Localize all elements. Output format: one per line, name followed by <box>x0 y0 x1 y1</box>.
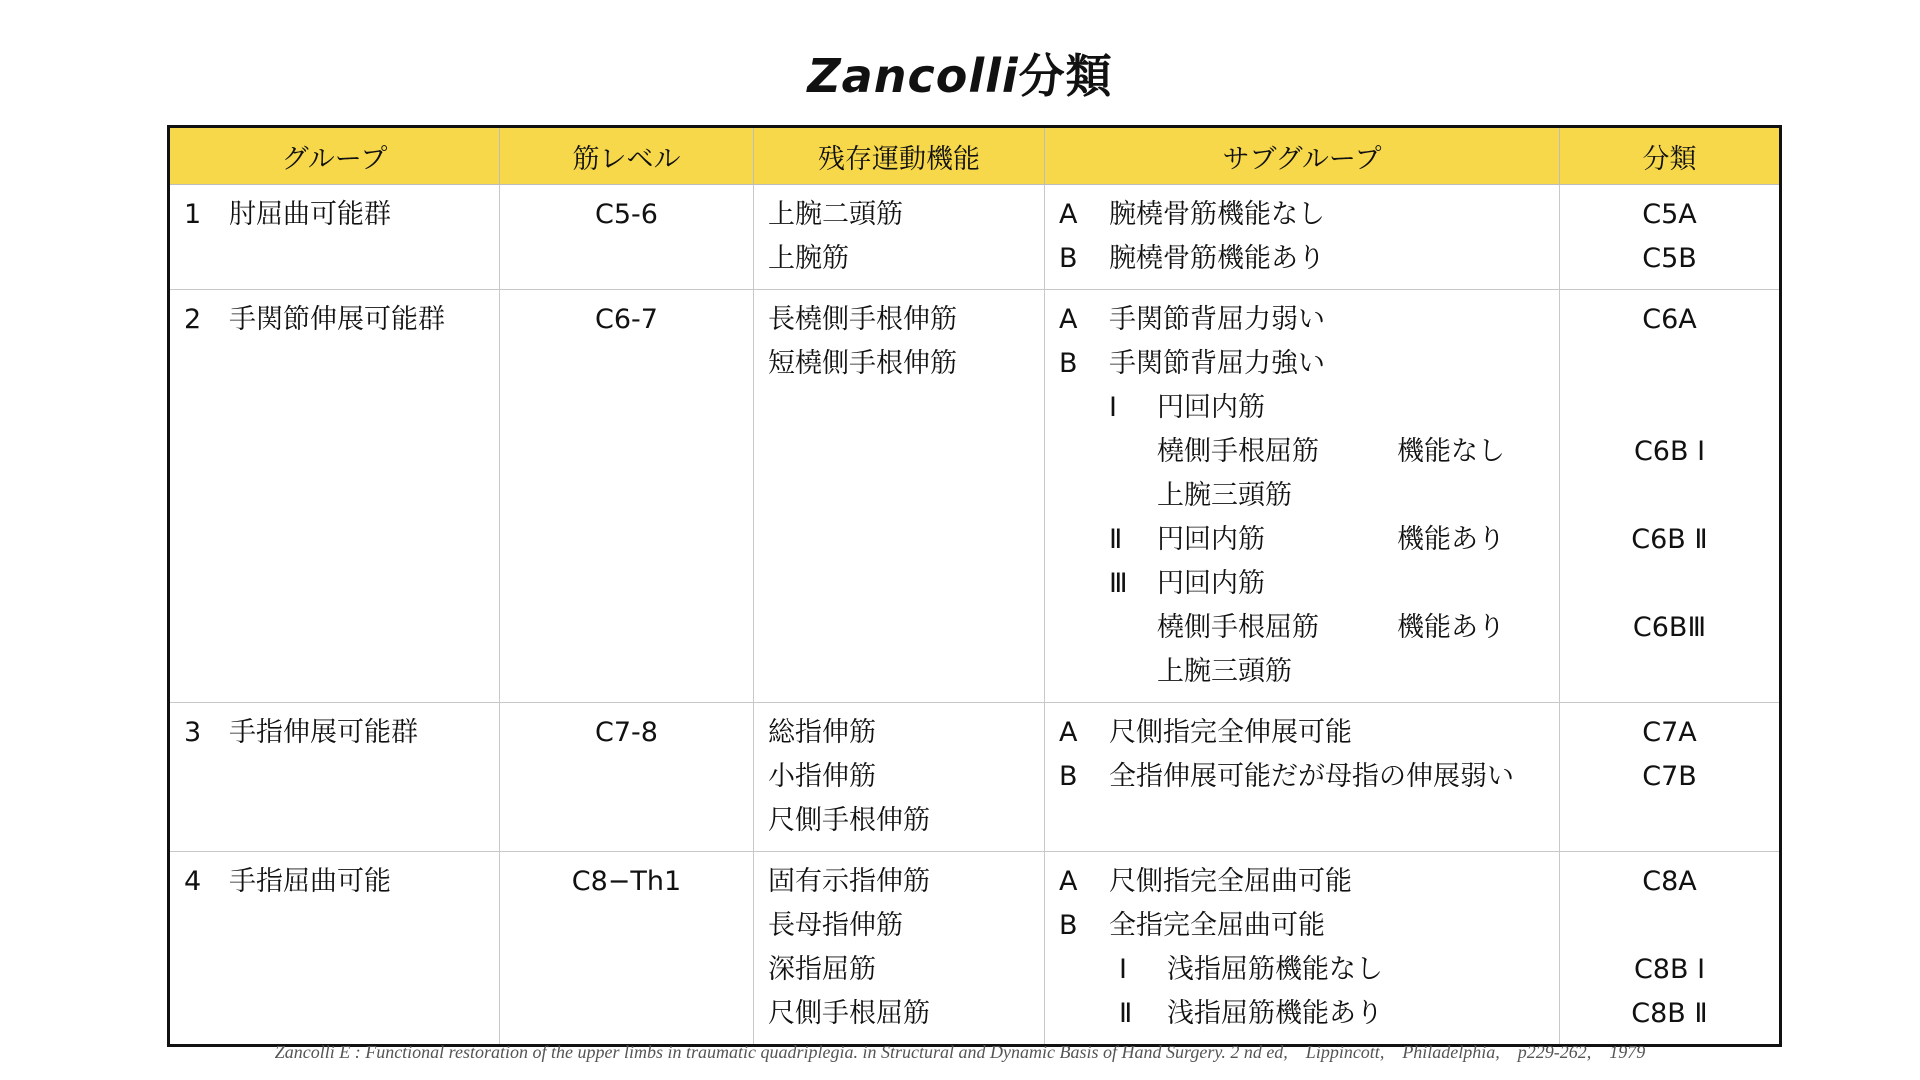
header-group: グループ <box>169 127 500 185</box>
subgroup-text: 円回内筋 <box>1157 392 1265 423</box>
subgroup-line <box>1059 860 1545 904</box>
subgroup-line <box>1059 904 1545 948</box>
subgroup-mark: B <box>1059 243 1078 274</box>
class-item: C8B Ⅱ <box>1631 998 1708 1029</box>
subgroup-text: 橈側手根屈筋 <box>1157 612 1319 643</box>
subgroup-mark: A <box>1059 866 1078 897</box>
subgroup-line <box>1059 193 1545 237</box>
subgroup-function: 機能なし <box>1397 436 1505 467</box>
subgroup-text: 手関節背屈力強い <box>1109 348 1325 379</box>
level-cell: C6-7 <box>500 290 754 703</box>
subgroup-text: 円回内筋 <box>1157 568 1265 599</box>
group-name: 手指伸展可能群 <box>229 717 418 748</box>
subgroup-cell <box>1045 185 1560 290</box>
header-subgroup: サブグループ <box>1045 127 1560 185</box>
subgroup-line <box>1059 992 1545 1036</box>
subgroup-line <box>1059 948 1545 992</box>
subgroup-text: 橈側手根屈筋 <box>1157 436 1319 467</box>
muscle-item: 長母指伸筋 <box>768 910 903 941</box>
group-number: 4 <box>184 866 202 897</box>
subgroup-text: 腕橈骨筋機能なし <box>1109 199 1325 230</box>
class-cell <box>1560 703 1781 852</box>
subgroup-text: 手関節背屈力弱い <box>1109 304 1325 335</box>
muscle-item: 固有示指伸筋 <box>768 866 930 897</box>
subgroup-mark: B <box>1059 348 1078 379</box>
muscle-item: 小指伸筋 <box>768 761 876 792</box>
group-cell <box>169 290 500 703</box>
subgroup-mark: Ⅱ <box>1109 524 1123 555</box>
class-item <box>1574 386 1765 430</box>
muscle-item: 尺側手根伸筋 <box>768 805 930 836</box>
class-cell <box>1560 290 1781 703</box>
header-class: 分類 <box>1560 127 1781 185</box>
subgroup-function: 機能あり <box>1397 524 1505 555</box>
subgroup-text: 上腕三頭筋 <box>1157 480 1292 511</box>
class-item: C6A <box>1642 304 1697 335</box>
subgroup-mark: Ⅲ <box>1109 568 1128 599</box>
subgroup-cell <box>1045 703 1560 852</box>
group-name: 手指屈曲可能 <box>229 866 391 897</box>
subgroup-mark: B <box>1059 761 1078 792</box>
group-name: 肘屈曲可能群 <box>229 199 391 230</box>
group-cell <box>169 703 500 852</box>
table-row <box>169 852 1781 1046</box>
subgroup-text: 浅指屈筋機能あり <box>1167 998 1383 1029</box>
subgroup-mark <box>1109 606 1157 650</box>
subgroup-mark: Ⅱ <box>1119 998 1133 1029</box>
muscle-cell <box>754 852 1045 1046</box>
level-cell: C8−Th1 <box>500 852 754 1046</box>
muscle-item: 総指伸筋 <box>768 717 876 748</box>
subgroup-line <box>1059 755 1545 799</box>
group-cell <box>169 185 500 290</box>
subgroup-line <box>1059 474 1545 518</box>
subgroup-text: 全指完全屈曲可能 <box>1109 910 1325 941</box>
class-item <box>1574 562 1765 606</box>
subgroup-line <box>1059 518 1545 562</box>
muscle-cell <box>754 703 1045 852</box>
class-item <box>1574 342 1765 386</box>
subgroup-mark: A <box>1059 199 1078 230</box>
muscle-cell <box>754 185 1045 290</box>
subgroup-mark <box>1109 474 1157 518</box>
subgroup-text: 全指伸展可能だが母指の伸展弱い <box>1109 761 1514 792</box>
subgroup-line <box>1059 386 1545 430</box>
subgroup-text: 尺側指完全伸展可能 <box>1109 717 1352 748</box>
class-item <box>1574 474 1765 518</box>
class-item: C6BⅢ <box>1632 612 1707 643</box>
subgroup-line <box>1059 430 1545 474</box>
subgroup-mark: Ⅰ <box>1119 954 1127 985</box>
class-item <box>1574 904 1765 948</box>
subgroup-line <box>1059 298 1545 342</box>
class-cell <box>1560 852 1781 1046</box>
class-item <box>1574 650 1765 694</box>
subgroup-mark: A <box>1059 717 1078 748</box>
subgroup-line <box>1059 606 1545 650</box>
muscle-item: 尺側手根屈筋 <box>768 998 930 1029</box>
subgroup-text: 浅指屈筋機能なし <box>1167 954 1383 985</box>
subgroup-cell <box>1045 852 1560 1046</box>
class-cell <box>1560 185 1781 290</box>
subgroup-line <box>1059 342 1545 386</box>
subgroup-mark: Ⅰ <box>1109 392 1117 423</box>
subgroup-cell <box>1045 290 1560 703</box>
muscle-item: 上腕二頭筋 <box>768 199 903 230</box>
subgroup-line <box>1059 562 1545 606</box>
subgroup-mark: B <box>1059 910 1078 941</box>
subgroup-mark <box>1109 650 1157 694</box>
class-item: C8A <box>1642 866 1697 897</box>
subgroup-text: 円回内筋 <box>1157 524 1265 555</box>
zancolli-table <box>167 125 1782 1047</box>
subgroup-text: 上腕三頭筋 <box>1157 656 1292 687</box>
level-cell: C7-8 <box>500 703 754 852</box>
group-cell <box>169 852 500 1046</box>
group-number: 1 <box>184 199 202 230</box>
group-name: 手関節伸展可能群 <box>229 304 445 335</box>
class-item: C6B Ⅰ <box>1633 436 1706 467</box>
header-row <box>169 127 1781 185</box>
subgroup-mark <box>1109 430 1157 474</box>
muscle-item: 長橈側手根伸筋 <box>768 304 957 335</box>
subgroup-line <box>1059 650 1545 694</box>
header-level: 筋レベル <box>500 127 754 185</box>
class-item: C8B Ⅰ <box>1633 954 1706 985</box>
subgroup-line <box>1059 711 1545 755</box>
subgroup-line <box>1059 237 1545 281</box>
muscle-item: 深指屈筋 <box>768 954 876 985</box>
subgroup-text: 腕橈骨筋機能あり <box>1109 243 1325 274</box>
muscle-cell <box>754 290 1045 703</box>
subgroup-mark: A <box>1059 304 1078 335</box>
title-jp: 分類 <box>1018 49 1113 103</box>
class-item: C7A <box>1642 717 1697 748</box>
header-function: 残存運動機能 <box>754 127 1045 185</box>
muscle-item: 上腕筋 <box>768 243 849 274</box>
class-item: C5A <box>1642 199 1697 230</box>
title-latin: Zancolli <box>807 49 1019 103</box>
subgroup-function: 機能あり <box>1397 612 1505 643</box>
class-item: C7B <box>1642 761 1697 792</box>
page-title <box>0 40 1920 106</box>
citation: Zancolli E : Functional restoration of the upper limbs in traumatic quadriplegia. in Structural and Dynamic Basis of Hand Surgery. 2 nd ed, Lippincott, Philadelphia, p229-262, 1979 <box>274 1042 1646 1062</box>
table-row <box>169 185 1781 290</box>
table-row <box>169 703 1781 852</box>
level-cell: C5-6 <box>500 185 754 290</box>
subgroup-text: 尺側指完全屈曲可能 <box>1109 866 1352 897</box>
group-number: 3 <box>184 717 202 748</box>
group-number: 2 <box>184 304 202 335</box>
class-item: C5B <box>1642 243 1697 274</box>
class-item: C6B Ⅱ <box>1631 524 1708 555</box>
muscle-item: 短橈側手根伸筋 <box>768 348 957 379</box>
table-row <box>169 290 1781 703</box>
